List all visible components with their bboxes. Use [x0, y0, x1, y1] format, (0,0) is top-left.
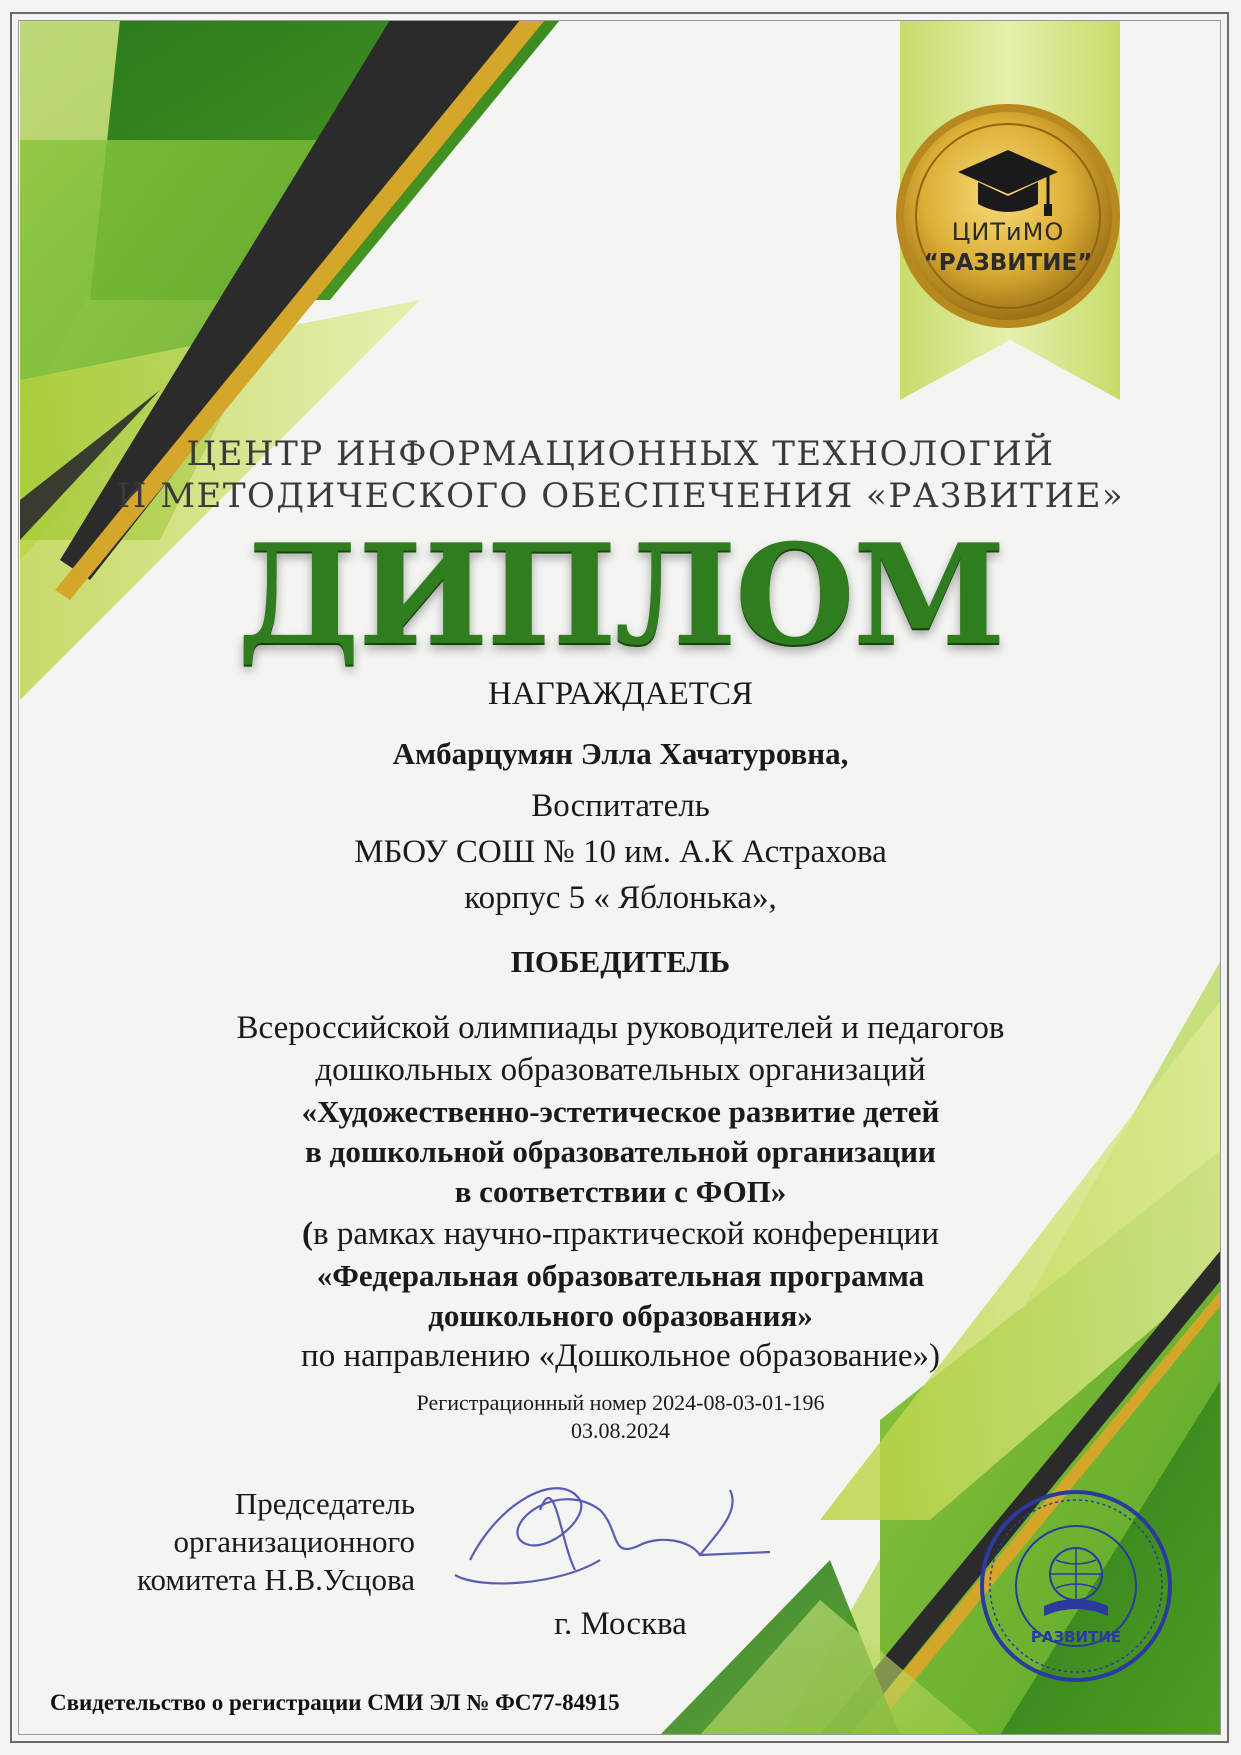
school-line-2: корпус 5 « Яблонька»,: [464, 880, 777, 916]
seal-line-1: ЦИТиМО: [951, 218, 1065, 246]
event-line-1: Всероссийской олимпиады руководителей и педагогов: [236, 1010, 1005, 1046]
conference-title-2: дошкольного образования»: [428, 1298, 813, 1333]
signature-line-1: Председатель: [234, 1486, 415, 1521]
city: г. Москва: [554, 1606, 687, 1642]
topic-line-3: в соответствии с ФОП»: [454, 1174, 787, 1209]
topic-line-1: «Художественно-эстетическое развитие детей: [301, 1094, 940, 1129]
conference-title-1: «Федеральная образовательная программа: [316, 1258, 925, 1293]
seal-badge: [890, 60, 1126, 360]
topic-line-2: в дошкольной образовательной организации: [305, 1134, 936, 1169]
conference-paren: (: [302, 1216, 314, 1252]
media-registration: Свидетельство о регистрации СМИ ЭЛ № ФС77-84915: [50, 1690, 620, 1715]
org-name-line-2: И МЕТОДИЧЕСКОГО ОБЕСПЕЧЕНИЯ «РАЗВИТИЕ»: [116, 476, 1125, 516]
diploma-title: ДИПЛОМ: [237, 513, 1004, 676]
recipient-name: Амбарцумян Элла Хачатуровна,: [392, 736, 849, 771]
awarded-label: НАГРАЖДАЕТСЯ: [488, 676, 753, 712]
signature-mark: [455, 1488, 770, 1583]
status-winner: ПОБЕДИТЕЛЬ: [510, 944, 731, 979]
direction-line: по направлению «Дошкольное образование»): [301, 1338, 940, 1374]
signature-line-3: комитета Н.В.Усцова: [137, 1562, 415, 1597]
org-name-line-1: ЦЕНТР ИНФОРМАЦИОННЫХ ТЕХНОЛОГИЙ: [186, 434, 1055, 474]
official-stamp: [978, 1488, 1174, 1684]
stamp-graphic: [978, 1488, 1174, 1684]
stamp-name: РАЗВИТИЕ: [1030, 1628, 1122, 1646]
conference-line: [0, 1216, 1241, 1253]
conference-text: в рамках научно-практической конференции: [313, 1216, 939, 1252]
event-line-2: дошкольных образовательных организаций: [315, 1052, 926, 1088]
recipient-position: Воспитатель: [531, 788, 710, 824]
registration-number: Регистрационный номер 2024-08-03-01-196: [416, 1390, 825, 1415]
school-line-1: МБОУ СОШ № 10 им. А.К Астрахова: [354, 834, 887, 870]
signature-line-2: организационного: [173, 1524, 415, 1559]
registration-date: 03.08.2024: [571, 1418, 670, 1443]
seal-line-2: “РАЗВИТИЕ”: [923, 250, 1093, 276]
